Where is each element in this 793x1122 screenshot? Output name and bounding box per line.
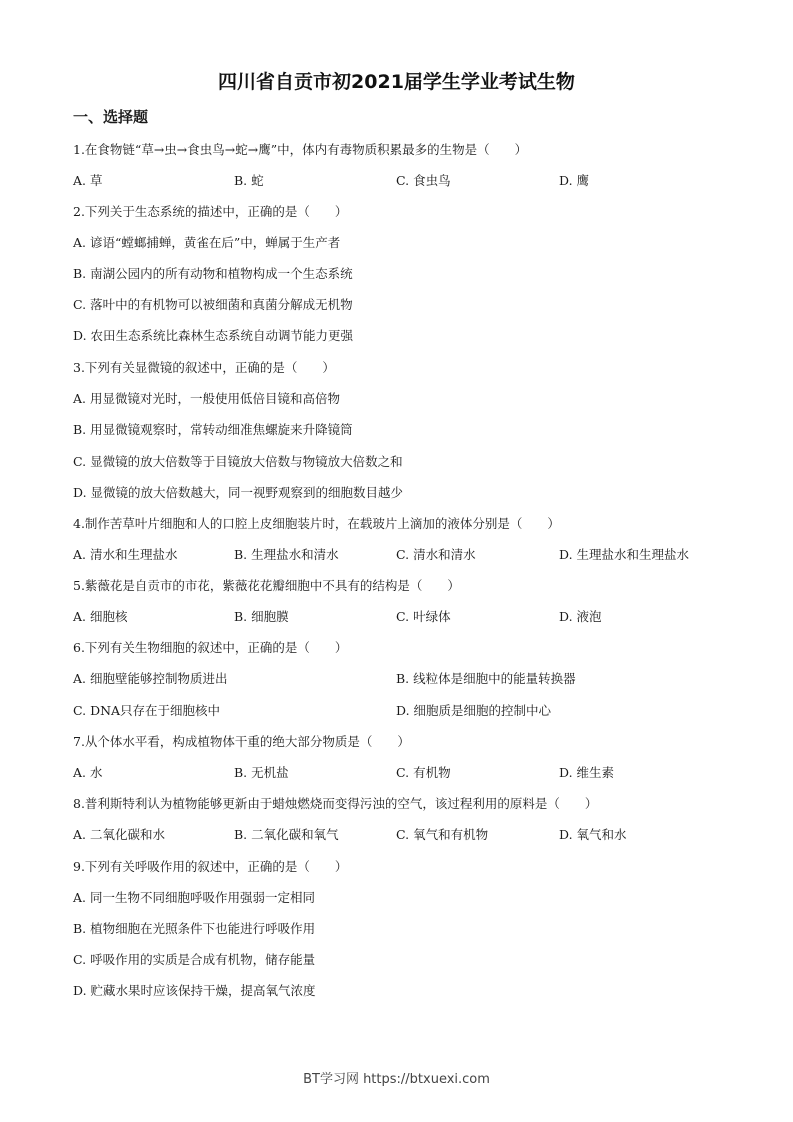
question-9-option-d: D. 贮藏水果时应该保持干燥，提高氧气浓度: [73, 983, 316, 998]
document-title: 四川省自贡市初2021届学生学业考试生物: [218, 71, 575, 93]
question-7-stem: 7.从个体水平看，构成植物体干重的绝大部分物质是（ ）: [73, 734, 410, 749]
question-4-option-d: D. 生理盐水和生理盐水: [559, 547, 690, 562]
question-3-stem: 3.下列有关显微镜的叙述中，正确的是（ ）: [73, 360, 335, 375]
question-4-option-a: A. 清水和生理盐水: [73, 547, 178, 562]
question-1-stem: 1.在食物链“草→虫→食虫鸟→蛇→鹰”中，体内有毒物质积累最多的生物是（ ）: [73, 142, 528, 157]
question-3-option-a: A. 用显微镜对光时，一般使用低倍目镜和高倍物: [73, 391, 340, 406]
question-7-option-a: A. 水: [73, 765, 103, 780]
question-7-option-d: D. 维生素: [559, 765, 615, 780]
question-9-option-a: A. 同一生物不同细胞呼吸作用强弱一定相同: [73, 890, 315, 905]
question-6-option-d: D. 细胞质是细胞的控制中心: [396, 703, 552, 718]
question-5-stem: 5.紫薇花是自贡市的市花，紫薇花花瓣细胞中不具有的结构是（ ）: [73, 578, 460, 593]
question-9-option-b: B. 植物细胞在光照条件下也能进行呼吸作用: [73, 921, 316, 936]
question-3-option-b: B. 用显微镜观察时，常转动细准焦螺旋来升降镜筒: [73, 422, 353, 437]
question-8-option-c: C. 氧气和有机物: [396, 827, 489, 842]
question-5-option-c: C. 叶绿体: [396, 609, 451, 624]
question-4-stem: 4.制作苦草叶片细胞和人的口腔上皮细胞装片时，在载玻片上滴加的液体分别是（ ）: [73, 516, 560, 531]
section-heading: 一、选择题: [73, 108, 149, 126]
question-8-stem: 8.普利斯特利认为植物能够更新由于蜡烛燃烧而变得污浊的空气，该过程利用的原料是（ ）: [73, 796, 598, 811]
question-3-option-c: C. 显微镜的放大倍数等于目镜放大倍数与物镜放大倍数之和: [73, 454, 403, 469]
question-8-option-b: B. 二氧化碳和氧气: [234, 827, 339, 842]
question-1-option-c: C. 食虫鸟: [396, 173, 451, 188]
question-9-option-c: C. 呼吸作用的实质是合成有机物，储存能量: [73, 952, 316, 967]
question-2-option-d: D. 农田生态系统比森林生态系统自动调节能力更强: [73, 328, 354, 343]
question-5-option-a: A. 细胞核: [73, 609, 128, 624]
question-2-option-c: C. 落叶中的有机物可以被细菌和真菌分解成无机物: [73, 297, 353, 312]
question-5-option-d: D. 液泡: [559, 609, 602, 624]
question-1-option-d: D. 鹰: [559, 173, 590, 188]
question-7-option-b: B. 无机盐: [234, 765, 289, 780]
question-2-option-b: B. 南湖公园内的所有动物和植物构成一个生态系统: [73, 266, 353, 281]
question-8-option-d: D. 氧气和水: [559, 827, 627, 842]
question-6-option-b: B. 线粒体是细胞中的能量转换器: [396, 671, 576, 686]
question-1-option-a: A. 草: [73, 173, 103, 188]
question-7-option-c: C. 有机物: [396, 765, 451, 780]
question-6-option-a: A. 细胞壁能够控制物质进出: [73, 671, 228, 686]
question-9-stem: 9.下列有关呼吸作用的叙述中，正确的是（ ）: [73, 859, 348, 874]
question-4-option-c: C. 清水和清水: [396, 547, 476, 562]
question-2-option-a: A. 谚语“螳螂捕蝉，黄雀在后”中，蝉属于生产者: [73, 235, 341, 250]
question-3-option-d: D. 显微镜的放大倍数越大，同一视野观察到的细胞数目越少: [73, 485, 404, 500]
question-4-option-b: B. 生理盐水和清水: [234, 547, 339, 562]
question-6-option-c: C. DNA只存在于细胞核中: [73, 703, 221, 718]
footer-watermark: BT学习网 https://btxuexi.com: [303, 1072, 490, 1087]
question-5-option-b: B. 细胞膜: [234, 609, 289, 624]
question-8-option-a: A. 二氧化碳和水: [73, 827, 165, 842]
question-2-stem: 2.下列关于生态系统的描述中，正确的是（ ）: [73, 204, 348, 219]
question-6-stem: 6.下列有关生物细胞的叙述中，正确的是（ ）: [73, 640, 348, 655]
question-1-option-b: B. 蛇: [234, 173, 264, 188]
